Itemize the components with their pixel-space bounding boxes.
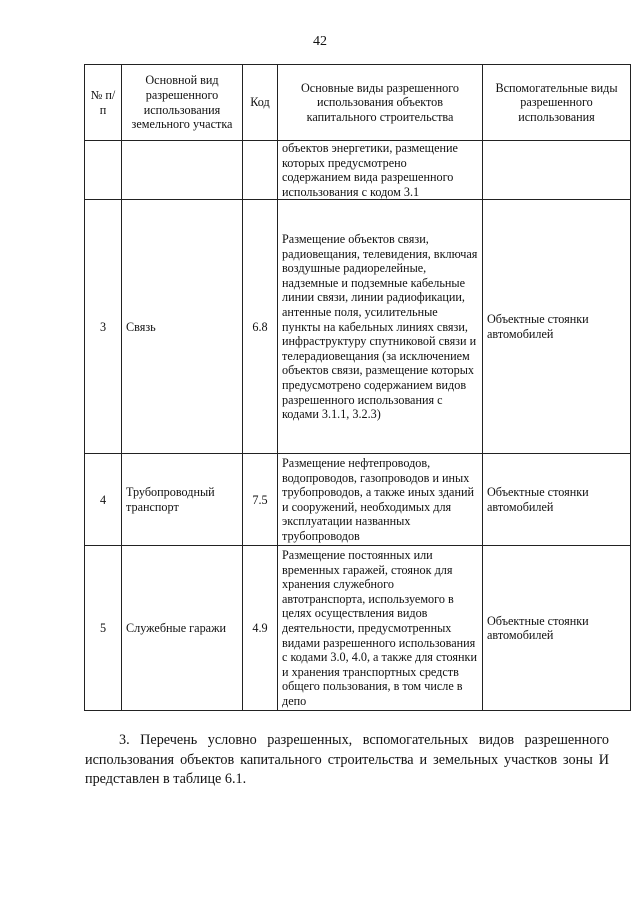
table-row <box>85 200 631 454</box>
footer-paragraph: 3. Перечень условно разрешенных, вспомогательных видов разрешенного использования объектов капитального строительства и земельных участков зоны И представлен в таблице 6.1. <box>85 732 609 788</box>
table-row <box>85 546 631 711</box>
cell-aux: Объектные стоянки автомобилей <box>483 546 631 711</box>
cell-code: 4.9 <box>243 546 278 711</box>
cell-num: 4 <box>85 454 122 546</box>
header-type: Основной вид разрешенного использования земельного участка <box>122 65 243 141</box>
table-header-row <box>85 65 631 141</box>
cell-code: 6.8 <box>243 200 278 454</box>
cell-type: Служебные гаражи <box>122 546 243 711</box>
header-main: Основные виды разрешенного использования объектов капитального строительства <box>278 65 483 141</box>
cell-type: Трубопроводный транспорт <box>122 454 243 546</box>
cell-main: Размещение объектов связи, радиовещания, телевидения, включая воздушные радиорелейные, надземные и подземные кабельные линии связи, линии радиофикации, антенные поля, усилительные пункты на кабельных линиях связи, инфраструктуру спутниковой связи и телерадиовещания (за исключением объектов связи, размещение которых предусмотрено содержанием видов разрешенного использования с кодами 3.1.1, 3.2.3) <box>278 200 483 454</box>
cell-aux <box>483 141 631 200</box>
cell-main: Размещение постоянных или временных гаражей, стоянок для хранения служебного автотранспорта, используемого в целях осуществления видов деятельности, предусмотренных видами разрешенного использования с кодами 3.0, 4.0, а также для стоянки и хранения транспортных средств общего пользования, в том числе в депо <box>278 546 483 711</box>
header-num: № п/п <box>85 65 122 141</box>
cell-aux: Объектные стоянки автомобилей <box>483 200 631 454</box>
cell-code: 7.5 <box>243 454 278 546</box>
cell-type: Связь <box>122 200 243 454</box>
cell-aux: Объектные стоянки автомобилей <box>483 454 631 546</box>
table-row-continuation <box>85 141 631 200</box>
cell-num <box>85 141 122 200</box>
cell-num: 3 <box>85 200 122 454</box>
cell-num: 5 <box>85 546 122 711</box>
header-code: Код <box>243 65 278 141</box>
cell-type <box>122 141 243 200</box>
page-number: 42 <box>313 34 327 49</box>
cell-code <box>243 141 278 200</box>
cell-main: объектов энергетики, размещение которых предусмотрено содержанием вида разрешенного использования с кодом 3.1 <box>278 141 483 200</box>
header-aux: Вспомогательные виды разрешенного использования <box>483 65 631 141</box>
table-row <box>85 454 631 546</box>
cell-main: Размещение нефтепроводов, водопроводов, газопроводов и иных трубопроводов, а также иных зданий и сооружений, необходимых для эксплуатации названных трубопроводов <box>278 454 483 546</box>
land-use-table <box>84 64 631 711</box>
